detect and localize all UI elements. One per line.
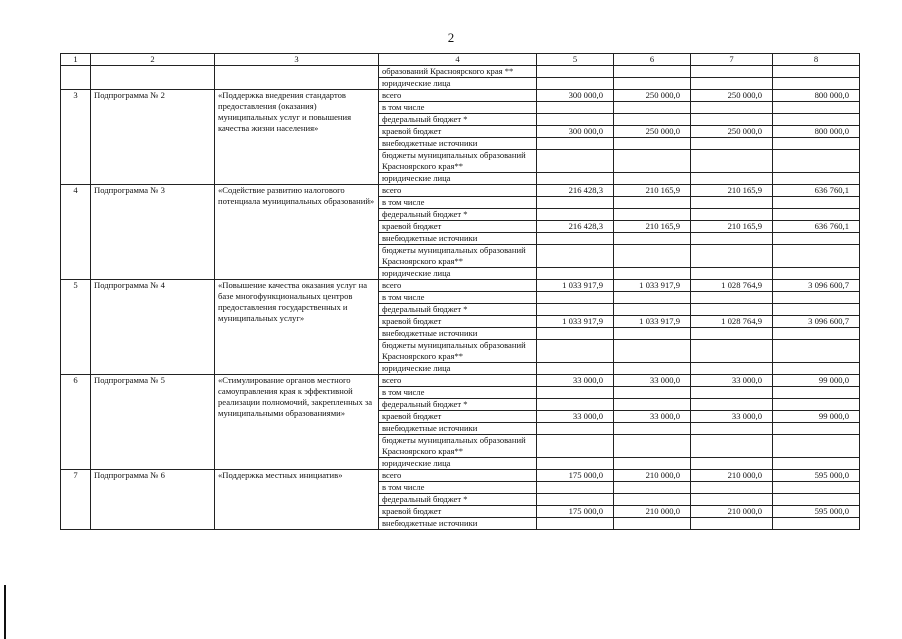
amount-cell [691, 387, 773, 399]
amount-cell [773, 435, 860, 458]
funding-source-label: федеральный бюджет * [379, 399, 537, 411]
amount-cell [614, 423, 691, 435]
amount-cell [537, 292, 614, 304]
amount-cell [691, 268, 773, 280]
amount-cell [773, 209, 860, 221]
amount-cell: 3 096 600,7 [773, 280, 860, 292]
funding-source-label: внебюджетные источники [379, 233, 537, 245]
amount-cell [691, 328, 773, 340]
subprogram-title: «Поддержка местных инициатив» [215, 470, 379, 530]
amount-cell [691, 209, 773, 221]
header-cell: 6 [614, 54, 691, 66]
funding-source-label: всего [379, 185, 537, 197]
amount-cell [614, 435, 691, 458]
amount-cell [773, 138, 860, 150]
amount-cell [537, 173, 614, 185]
amount-cell [537, 209, 614, 221]
amount-cell [773, 518, 860, 530]
header-cell: 5 [537, 54, 614, 66]
amount-cell: 636 760,1 [773, 221, 860, 233]
amount-cell: 595 000,0 [773, 470, 860, 482]
amount-cell [773, 173, 860, 185]
row-number: 4 [61, 185, 91, 280]
amount-cell: 210 165,9 [614, 221, 691, 233]
amount-cell [773, 102, 860, 114]
funding-source-label: образований Красноярского края ** [379, 66, 537, 78]
funding-row [61, 90, 860, 102]
amount-cell [691, 399, 773, 411]
subprogram-name: Подпрограмма № 4 [91, 280, 215, 375]
amount-cell: 800 000,0 [773, 90, 860, 102]
amount-cell: 210 000,0 [691, 470, 773, 482]
amount-cell [691, 435, 773, 458]
amount-cell: 210 000,0 [691, 506, 773, 518]
amount-cell [691, 245, 773, 268]
subprogram-name: Подпрограмма № 3 [91, 185, 215, 280]
page-number: 2 [447, 30, 455, 45]
funding-source-label: краевой бюджет [379, 411, 537, 423]
amount-cell [773, 245, 860, 268]
amount-cell [614, 197, 691, 209]
amount-cell: 250 000,0 [691, 126, 773, 138]
funding-source-label: бюджеты муниципальных образований Красноярского края** [379, 435, 537, 458]
cell [614, 78, 691, 90]
amount-cell [614, 399, 691, 411]
amount-cell: 175 000,0 [537, 506, 614, 518]
funding-source-label: в том числе [379, 197, 537, 209]
amount-cell: 216 428,3 [537, 221, 614, 233]
budget-table [60, 53, 860, 530]
amount-cell [773, 458, 860, 470]
amount-cell [537, 458, 614, 470]
amount-cell [773, 340, 860, 363]
cell [773, 78, 860, 90]
amount-cell: 1 033 917,9 [614, 316, 691, 328]
funding-source-label: внебюджетные источники [379, 328, 537, 340]
amount-cell [691, 494, 773, 506]
amount-cell: 210 000,0 [614, 470, 691, 482]
amount-cell [537, 494, 614, 506]
amount-cell: 33 000,0 [537, 411, 614, 423]
funding-source-label: юридические лица [379, 78, 537, 90]
cell [91, 66, 215, 90]
cell [537, 78, 614, 90]
amount-cell [614, 138, 691, 150]
amount-cell [773, 304, 860, 316]
amount-cell: 250 000,0 [614, 126, 691, 138]
amount-cell: 175 000,0 [537, 470, 614, 482]
row-number: 7 [61, 470, 91, 530]
amount-cell: 33 000,0 [614, 375, 691, 387]
amount-cell [537, 387, 614, 399]
amount-cell [614, 363, 691, 375]
funding-source-label: в том числе [379, 482, 537, 494]
amount-cell [614, 102, 691, 114]
cell [61, 66, 91, 90]
amount-cell: 33 000,0 [691, 411, 773, 423]
amount-cell: 1 028 764,9 [691, 316, 773, 328]
amount-cell [614, 328, 691, 340]
subprogram-name: Подпрограмма № 5 [91, 375, 215, 470]
funding-source-label: всего [379, 90, 537, 102]
amount-cell [537, 268, 614, 280]
amount-cell: 33 000,0 [614, 411, 691, 423]
amount-cell [691, 423, 773, 435]
amount-cell [537, 328, 614, 340]
amount-cell [691, 482, 773, 494]
cell [215, 66, 379, 90]
amount-cell: 210 165,9 [614, 185, 691, 197]
amount-cell [773, 292, 860, 304]
amount-cell [614, 518, 691, 530]
amount-cell: 216 428,3 [537, 185, 614, 197]
amount-cell: 300 000,0 [537, 90, 614, 102]
amount-cell [773, 328, 860, 340]
row-number: 5 [61, 280, 91, 375]
amount-cell: 250 000,0 [691, 90, 773, 102]
amount-cell [537, 102, 614, 114]
header-cell: 8 [773, 54, 860, 66]
funding-source-label: в том числе [379, 102, 537, 114]
amount-cell [773, 363, 860, 375]
funding-source-label: краевой бюджет [379, 126, 537, 138]
funding-source-label: всего [379, 470, 537, 482]
funding-source-label: внебюджетные источники [379, 423, 537, 435]
amount-cell: 210 165,9 [691, 185, 773, 197]
amount-cell: 250 000,0 [614, 90, 691, 102]
amount-cell [773, 399, 860, 411]
funding-source-label: краевой бюджет [379, 316, 537, 328]
amount-cell [537, 423, 614, 435]
amount-cell: 1 028 764,9 [691, 280, 773, 292]
cell [773, 66, 860, 78]
amount-cell: 595 000,0 [773, 506, 860, 518]
amount-cell [691, 292, 773, 304]
amount-cell: 99 000,0 [773, 411, 860, 423]
amount-cell [614, 233, 691, 245]
table-body [61, 54, 860, 530]
amount-cell [773, 150, 860, 173]
amount-cell: 33 000,0 [691, 375, 773, 387]
amount-cell [691, 102, 773, 114]
margin-mark [4, 585, 6, 639]
amount-cell [691, 458, 773, 470]
amount-cell: 1 033 917,9 [614, 280, 691, 292]
amount-cell [614, 292, 691, 304]
amount-cell [537, 245, 614, 268]
funding-source-label: внебюджетные источники [379, 518, 537, 530]
cell [691, 78, 773, 90]
header-cell: 7 [691, 54, 773, 66]
amount-cell [773, 197, 860, 209]
amount-cell [614, 114, 691, 126]
header-row [61, 54, 860, 66]
funding-source-label: внебюджетные источники [379, 138, 537, 150]
amount-cell [691, 114, 773, 126]
amount-cell [537, 340, 614, 363]
funding-source-label: всего [379, 375, 537, 387]
amount-cell [537, 518, 614, 530]
amount-cell: 99 000,0 [773, 375, 860, 387]
subprogram-title: «Содействие развитию налогового потенциала муниципальных образований» [215, 185, 379, 280]
amount-cell [537, 363, 614, 375]
amount-cell [537, 150, 614, 173]
funding-source-label: юридические лица [379, 268, 537, 280]
amount-cell [614, 304, 691, 316]
amount-cell [614, 458, 691, 470]
subprogram-title: «Стимулирование органов местного самоуправления края к эффективной реализации полномочий, закрепленных за муниципальными образованиями» [215, 375, 379, 470]
amount-cell: 300 000,0 [537, 126, 614, 138]
amount-cell [614, 245, 691, 268]
amount-cell [691, 304, 773, 316]
subprogram-name: Подпрограмма № 6 [91, 470, 215, 530]
row-number: 3 [61, 90, 91, 185]
header-cell: 2 [91, 54, 215, 66]
funding-source-label: бюджеты муниципальных образований Красноярского края** [379, 340, 537, 363]
amount-cell [691, 173, 773, 185]
amount-cell [614, 387, 691, 399]
amount-cell [691, 363, 773, 375]
cell [691, 66, 773, 78]
funding-source-label: федеральный бюджет * [379, 209, 537, 221]
cell [537, 66, 614, 78]
amount-cell [537, 482, 614, 494]
amount-cell: 33 000,0 [537, 375, 614, 387]
amount-cell [614, 340, 691, 363]
funding-source-label: федеральный бюджет * [379, 304, 537, 316]
funding-source-label: федеральный бюджет * [379, 114, 537, 126]
cell [614, 66, 691, 78]
continuation-row [61, 66, 860, 78]
funding-row [61, 185, 860, 197]
amount-cell [773, 114, 860, 126]
amount-cell [614, 494, 691, 506]
amount-cell [773, 233, 860, 245]
amount-cell [773, 387, 860, 399]
amount-cell [537, 304, 614, 316]
amount-cell [537, 138, 614, 150]
amount-cell [614, 268, 691, 280]
funding-row [61, 280, 860, 292]
subprogram-name: Подпрограмма № 2 [91, 90, 215, 185]
row-number: 6 [61, 375, 91, 470]
funding-row [61, 470, 860, 482]
amount-cell [691, 233, 773, 245]
amount-cell [691, 340, 773, 363]
subprogram-title: «Поддержка внедрения стандартов предоставления (оказания) муниципальных услуг и повышения качества жизни населения» [215, 90, 379, 185]
amount-cell: 1 033 917,9 [537, 280, 614, 292]
amount-cell [691, 518, 773, 530]
amount-cell: 636 760,1 [773, 185, 860, 197]
funding-source-label: краевой бюджет [379, 506, 537, 518]
funding-source-label: юридические лица [379, 458, 537, 470]
amount-cell: 3 096 600,7 [773, 316, 860, 328]
amount-cell [614, 482, 691, 494]
funding-source-label: всего [379, 280, 537, 292]
amount-cell [614, 173, 691, 185]
amount-cell: 800 000,0 [773, 126, 860, 138]
funding-source-label: юридические лица [379, 173, 537, 185]
amount-cell [773, 494, 860, 506]
funding-source-label: юридические лица [379, 363, 537, 375]
amount-cell [537, 435, 614, 458]
amount-cell [773, 423, 860, 435]
header-cell: 3 [215, 54, 379, 66]
amount-cell [537, 399, 614, 411]
subprogram-title: «Повышение качества оказания услуг на базе многофункциональных центров предоставления государственных и муниципальных услуг» [215, 280, 379, 375]
amount-cell: 210 165,9 [691, 221, 773, 233]
funding-source-label: в том числе [379, 387, 537, 399]
amount-cell [691, 197, 773, 209]
header-cell: 4 [379, 54, 537, 66]
amount-cell: 210 000,0 [614, 506, 691, 518]
amount-cell [537, 114, 614, 126]
funding-source-label: в том числе [379, 292, 537, 304]
amount-cell [614, 209, 691, 221]
amount-cell [691, 138, 773, 150]
amount-cell [537, 233, 614, 245]
header-cell: 1 [61, 54, 91, 66]
amount-cell: 1 033 917,9 [537, 316, 614, 328]
funding-source-label: бюджеты муниципальных образований Красноярского края** [379, 245, 537, 268]
amount-cell [691, 150, 773, 173]
amount-cell [537, 197, 614, 209]
amount-cell [614, 150, 691, 173]
amount-cell [773, 482, 860, 494]
funding-source-label: краевой бюджет [379, 221, 537, 233]
funding-source-label: федеральный бюджет * [379, 494, 537, 506]
funding-row [61, 375, 860, 387]
funding-source-label: бюджеты муниципальных образований Красноярского края** [379, 150, 537, 173]
amount-cell [773, 268, 860, 280]
